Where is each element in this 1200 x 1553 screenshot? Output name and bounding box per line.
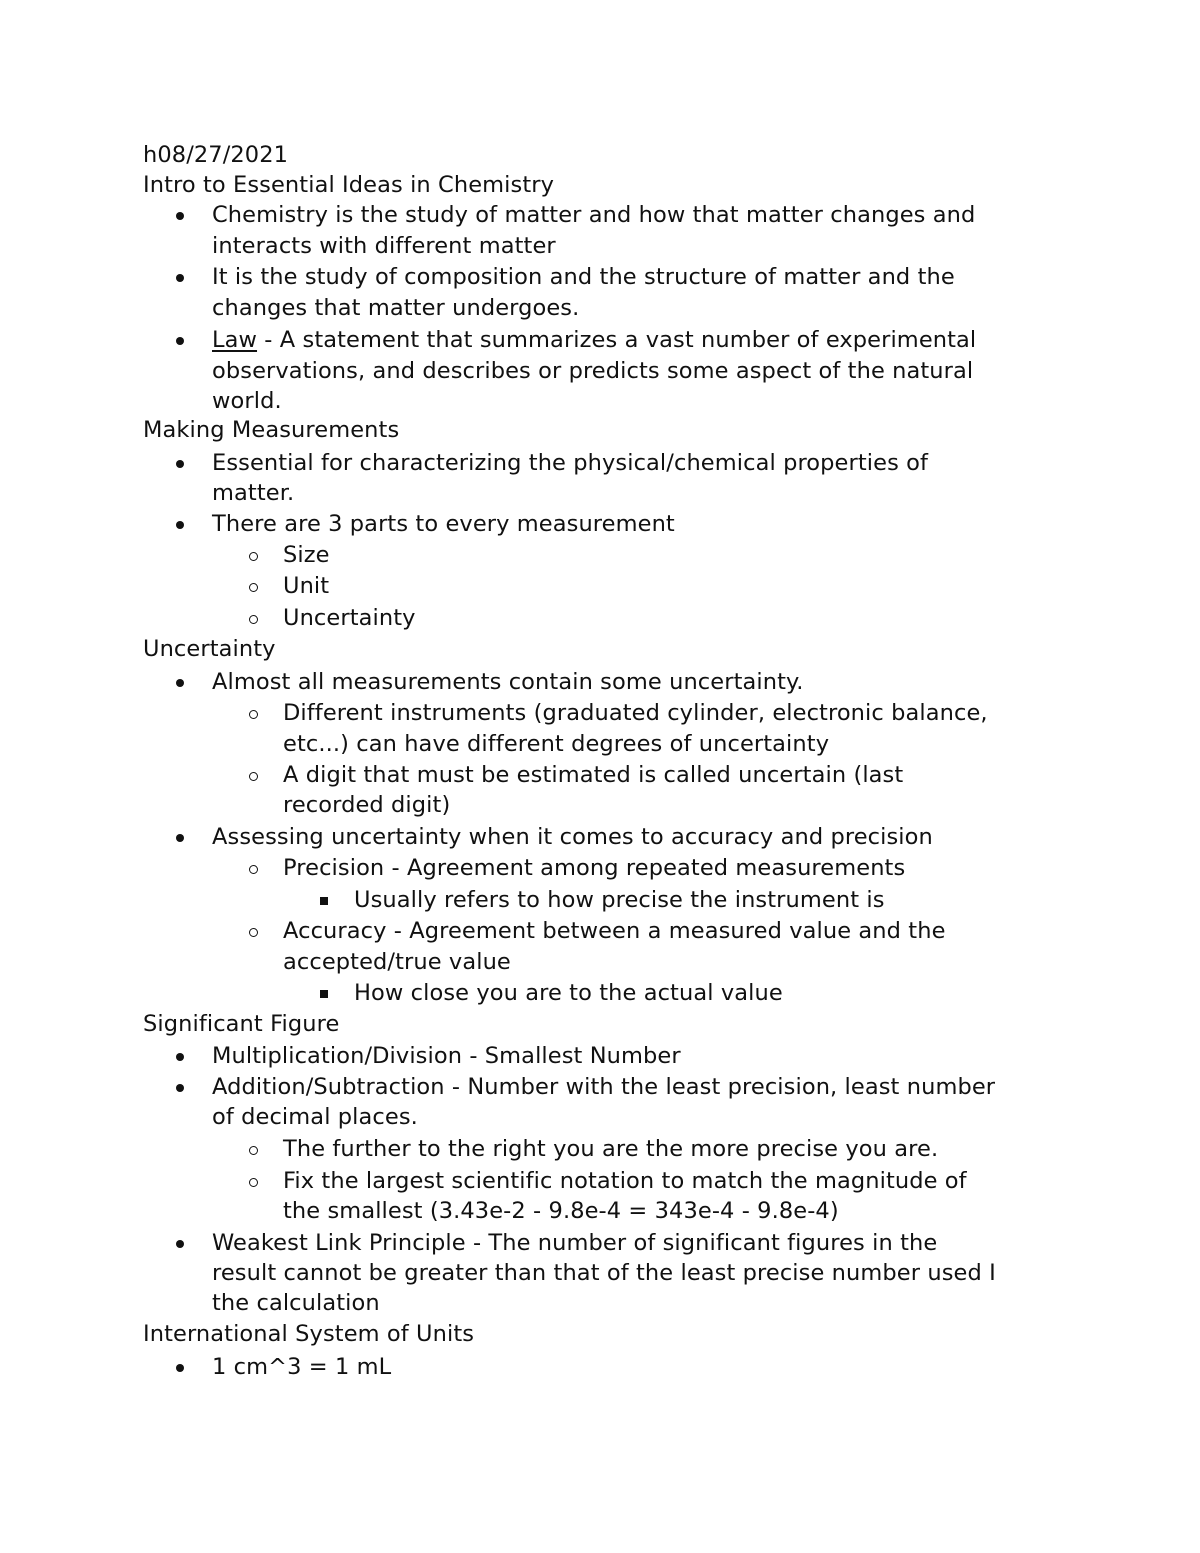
list-item-line: Size bbox=[283, 542, 330, 568]
list-item-line: Usually refers to how precise the instrument is bbox=[354, 887, 885, 913]
bullet-dot-icon bbox=[176, 460, 184, 468]
list-item-line: changes that matter undergoes. bbox=[212, 295, 580, 321]
bullet-circle-icon bbox=[249, 865, 258, 874]
bullet-dot-icon bbox=[176, 834, 184, 842]
bullet-dot-icon bbox=[176, 337, 184, 345]
section-heading-uncertainty: Uncertainty bbox=[143, 636, 276, 662]
list-item-line: How close you are to the actual value bbox=[354, 980, 783, 1006]
bullet-dot-icon bbox=[176, 212, 184, 220]
section-heading-si-units: International System of Units bbox=[143, 1321, 475, 1347]
list-item-line: Weakest Link Principle - The number of significant figures in the bbox=[212, 1230, 938, 1256]
bullet-circle-icon bbox=[249, 615, 258, 624]
bullet-circle-icon bbox=[249, 583, 258, 592]
list-item-line: Almost all measurements contain some uncertainty. bbox=[212, 669, 804, 695]
list-item-line: result cannot be greater than that of the least precise number used I bbox=[212, 1260, 996, 1286]
list-item-line: the smallest (3.43e-2 - 9.8e-4 = 343e-4 - 9.8e-4) bbox=[283, 1198, 839, 1224]
list-item-line: Fix the largest scientific notation to match the magnitude of bbox=[283, 1168, 967, 1194]
bullet-square-icon bbox=[320, 990, 328, 998]
bullet-circle-icon bbox=[249, 928, 258, 937]
bullet-square-icon bbox=[320, 897, 328, 905]
list-item-line: Essential for characterizing the physical/chemical properties of bbox=[212, 450, 929, 476]
list-item-line: world. bbox=[212, 388, 282, 414]
bullet-circle-icon bbox=[249, 772, 258, 781]
list-item-line: Unit bbox=[283, 573, 330, 599]
list-item-line: of decimal places. bbox=[212, 1104, 418, 1130]
list-item-line: observations, and describes or predicts some aspect of the natural bbox=[212, 358, 974, 384]
bullet-dot-icon bbox=[176, 1364, 184, 1372]
bullet-circle-icon bbox=[249, 1146, 258, 1155]
bullet-circle-icon bbox=[249, 710, 258, 719]
section-heading-sig-figs: Significant Figure bbox=[143, 1011, 340, 1037]
bullet-dot-icon bbox=[176, 274, 184, 282]
bullet-circle-icon bbox=[249, 1178, 258, 1187]
list-item-line: There are 3 parts to every measurement bbox=[212, 511, 675, 537]
list-item-line: 1 cm^3 = 1 mL bbox=[212, 1354, 392, 1380]
list-item-line bbox=[212, 325, 976, 356]
list-item-line: the calculation bbox=[212, 1290, 380, 1316]
bullet-dot-icon bbox=[176, 521, 184, 529]
list-item-line: Addition/Subtraction - Number with the least precision, least number bbox=[212, 1074, 996, 1100]
term-law: Law bbox=[212, 327, 258, 353]
list-item-line: Multiplication/Division - Smallest Number bbox=[212, 1043, 681, 1069]
list-item-line: A digit that must be estimated is called uncertain (last bbox=[283, 762, 904, 788]
list-item-line: The further to the right you are the more precise you are. bbox=[283, 1136, 939, 1162]
list-item-line: interacts with different matter bbox=[212, 233, 556, 259]
list-item-line: matter. bbox=[212, 480, 295, 506]
note-date: h08/27/2021 bbox=[143, 142, 289, 168]
bullet-dot-icon bbox=[176, 1240, 184, 1248]
list-item-line: Different instruments (graduated cylinder, electronic balance, bbox=[283, 700, 988, 726]
bullet-dot-icon bbox=[176, 1084, 184, 1092]
section-heading-intro: Intro to Essential Ideas in Chemistry bbox=[143, 172, 555, 198]
bullet-dot-icon bbox=[176, 679, 184, 687]
list-item-line: It is the study of composition and the structure of matter and the bbox=[212, 264, 955, 290]
list-item-line: etc...) can have different degrees of uncertainty bbox=[283, 731, 830, 757]
list-item-line: Chemistry is the study of matter and how that matter changes and bbox=[212, 202, 976, 228]
section-heading-measurements: Making Measurements bbox=[143, 417, 400, 443]
list-item-line: recorded digit) bbox=[283, 792, 451, 818]
bullet-circle-icon bbox=[249, 552, 258, 561]
bullet-dot-icon bbox=[176, 1053, 184, 1061]
list-item-line: Precision - Agreement among repeated measurements bbox=[283, 855, 906, 881]
list-item-line: Accuracy - Agreement between a measured value and the bbox=[283, 918, 946, 944]
list-item-line: accepted/true value bbox=[283, 949, 511, 975]
list-item-line: Assessing uncertainty when it comes to accuracy and precision bbox=[212, 824, 933, 850]
term-definition: - A statement that summarizes a vast number of experimental bbox=[257, 327, 977, 353]
list-item-line: Uncertainty bbox=[283, 605, 416, 631]
